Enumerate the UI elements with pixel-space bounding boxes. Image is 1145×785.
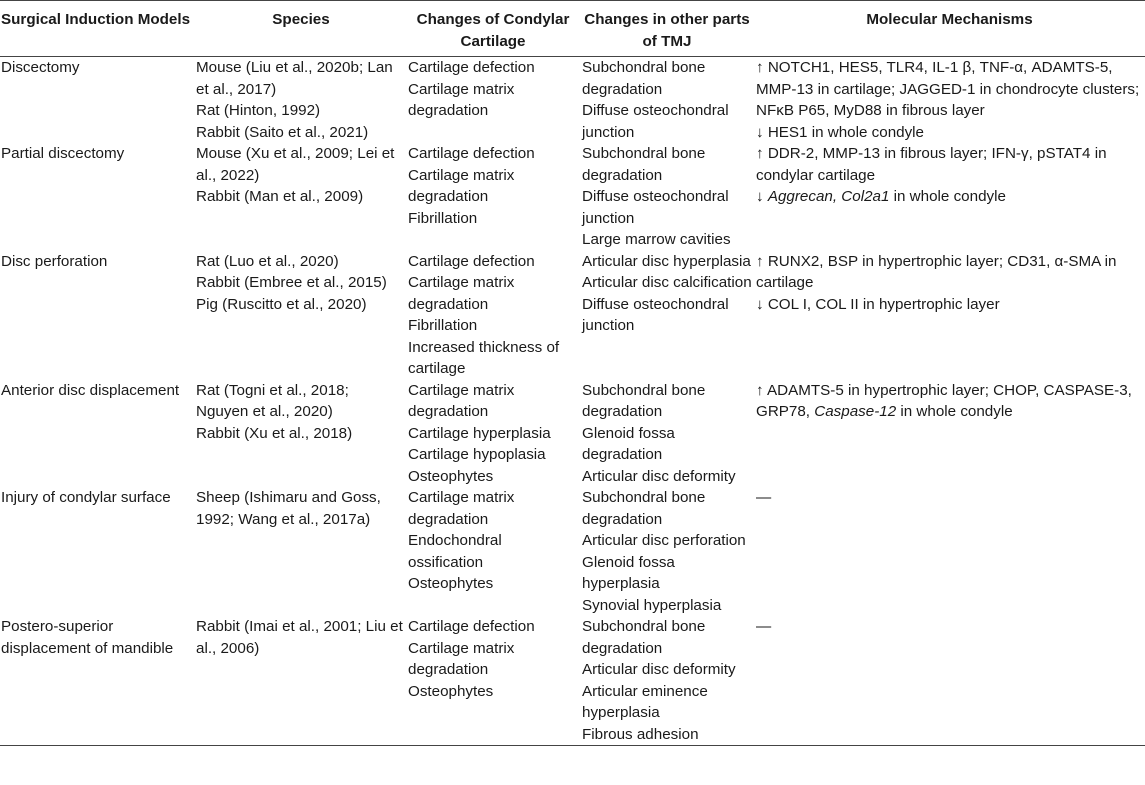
- cartilage-change: Cartilage defection: [408, 252, 535, 270]
- species-entry: Rabbit (Man et al., 2009): [196, 188, 364, 205]
- other-change: Subchondral bone degradation: [582, 381, 706, 420]
- cell-model: Injury of condylar surface: [1, 489, 171, 506]
- cell-species: [196, 143, 406, 251]
- table-row: [0, 616, 1145, 746]
- species-entry: Rabbit (Saito et al., 2021): [196, 123, 369, 141]
- other-change: Large marrow cavities: [582, 231, 731, 248]
- cell-cartilage: [406, 616, 580, 746]
- mechanism-entry: ↑ DDR-2, MMP-13 in fibrous layer; IFN-γ, pSTAT4 in condylar cartilage: [756, 145, 1107, 184]
- table-header: [0, 1, 1145, 57]
- table-row: [0, 380, 1145, 488]
- species-entry: Mouse (Liu et al., 2020b; Lan et al., 2017): [196, 59, 393, 98]
- table-row: [0, 487, 1145, 616]
- other-change: Articular disc deformity: [582, 467, 736, 485]
- cartilage-change: Cartilage defection: [408, 145, 535, 162]
- species-entry: Pig (Ruscitto et al., 2020): [196, 295, 367, 313]
- cell-other-changes: [580, 616, 754, 746]
- cartilage-change: Fibrillation: [408, 317, 478, 334]
- cartilage-change: Cartilage matrix degradation: [408, 166, 515, 205]
- other-change: Fibrous adhesion: [582, 725, 699, 743]
- species-entry: Rabbit (Xu et al., 2018): [196, 424, 353, 442]
- cartilage-change: Cartilage matrix degradation: [408, 381, 515, 420]
- cell-model: Postero-superior displacement of mandible: [1, 618, 174, 657]
- cartilage-change: Increased thickness of cartilage: [408, 338, 560, 377]
- mechanism-entry: —: [756, 489, 772, 506]
- cartilage-change: Cartilage hypoplasia: [408, 446, 546, 463]
- species-entry: Rat (Hinton, 1992): [196, 102, 321, 119]
- cell-other-changes: [580, 57, 754, 144]
- other-change: Articular disc deformity: [582, 661, 736, 678]
- cartilage-change: Cartilage defection: [408, 59, 535, 76]
- other-change: Subchondral bone degradation: [582, 489, 706, 528]
- other-change: Glenoid fossa hyperplasia: [582, 553, 675, 592]
- cell-mechanisms: [754, 487, 1145, 616]
- cartilage-change: Osteophytes: [408, 467, 494, 485]
- cartilage-change: Cartilage matrix degradation: [408, 80, 515, 119]
- other-change: Articular disc calcification: [582, 274, 752, 291]
- cell-cartilage: [406, 251, 580, 380]
- header-models: Surgical Induction Models: [1, 11, 191, 28]
- cartilage-change: Cartilage matrix degradation: [408, 489, 515, 528]
- cell-model: Disc perforation: [1, 252, 108, 270]
- header-cartilage: Changes of Condylar Cartilage: [416, 11, 570, 50]
- header-row: [0, 1, 1145, 57]
- cartilage-change: Cartilage matrix degradation: [408, 639, 515, 678]
- table-row: [0, 251, 1145, 380]
- other-change: Articular disc hyperplasia: [582, 252, 751, 270]
- cell-other-changes: [580, 380, 754, 488]
- mechanism-entry: —: [756, 618, 772, 635]
- cartilage-change: Endochondral ossification: [408, 532, 502, 571]
- other-change: Articular eminence hyperplasia: [582, 682, 708, 721]
- header-species: Species: [272, 11, 330, 28]
- cartilage-change: Cartilage matrix degradation: [408, 274, 515, 313]
- cell-species: [196, 487, 406, 616]
- mechanism-entry: ↑ NOTCH1, HES5, TLR4, IL-1 β, TNF-α, ADAMTS-5, MMP-13 in cartilage; JAGGED-1 in chondrocyte clusters; NFκB P65, MyD88 in fibrous layer: [756, 59, 1140, 119]
- other-change: Diffuse osteochondral junction: [582, 188, 729, 227]
- cell-model: Partial discectomy: [1, 145, 125, 162]
- other-change: Diffuse osteochondral junction: [582, 295, 729, 334]
- other-change: Synovial hyperplasia: [582, 596, 722, 614]
- other-change: Subchondral bone degradation: [582, 145, 706, 184]
- cell-model: Discectomy: [1, 59, 80, 76]
- cartilage-change: Fibrillation: [408, 209, 478, 227]
- cartilage-change: Cartilage hyperplasia: [408, 424, 551, 442]
- mechanism-entry: ↓ HES1 in whole condyle: [756, 123, 924, 141]
- cell-other-changes: [580, 487, 754, 616]
- species-entry: Sheep (Ishimaru and Goss, 1992; Wang et al., 2017a): [196, 489, 381, 528]
- header-other: Changes in other parts of TMJ: [584, 11, 750, 50]
- cell-species: [196, 380, 406, 488]
- cell-mechanisms: [754, 380, 1145, 488]
- cell-other-changes: [580, 251, 754, 380]
- other-change: Subchondral bone degradation: [582, 618, 706, 657]
- cell-cartilage: [406, 380, 580, 488]
- cell-species: [196, 616, 406, 746]
- other-change: Articular disc perforation: [582, 532, 746, 549]
- cell-other-changes: [580, 143, 754, 251]
- other-change: Diffuse osteochondral junction: [582, 102, 729, 141]
- cell-mechanisms: [754, 57, 1145, 144]
- species-entry: Rat (Luo et al., 2020): [196, 252, 339, 270]
- cartilage-change: Osteophytes: [408, 575, 494, 592]
- cell-cartilage: [406, 57, 580, 144]
- cell-mechanisms: [754, 143, 1145, 251]
- table-row: [0, 57, 1145, 144]
- cartilage-change: Cartilage defection: [408, 618, 535, 635]
- cartilage-change: Osteophytes: [408, 682, 494, 700]
- cell-mechanisms: [754, 616, 1145, 746]
- mechanism-entry: ↓ COL I, COL II in hypertrophic layer: [756, 295, 1000, 313]
- table-row: [0, 143, 1145, 251]
- header-mechanisms: Molecular Mechanisms: [866, 11, 1033, 28]
- mechanism-entry: ↓ Aggrecan, Col2a1 in whole condyle: [756, 188, 1006, 205]
- species-entry: Mouse (Xu et al., 2009; Lei et al., 2022): [196, 145, 395, 184]
- mechanism-entry: ↑ RUNX2, BSP in hypertrophic layer; CD31, α-SMA in cartilage: [756, 252, 1117, 291]
- species-entry: Rabbit (Embree et al., 2015): [196, 274, 387, 291]
- mechanism-entry: ↑ ADAMTS-5 in hypertrophic layer; CHOP, CASPASE-3, GRP78, Caspase-12 in whole condyle: [756, 381, 1132, 420]
- cell-species: [196, 251, 406, 380]
- cell-mechanisms: [754, 251, 1145, 380]
- other-change: Glenoid fossa degradation: [582, 424, 675, 463]
- cell-cartilage: [406, 487, 580, 616]
- table-body: [0, 57, 1145, 746]
- other-change: Subchondral bone degradation: [582, 59, 706, 98]
- species-entry: Rabbit (Imai et al., 2001; Liu et al., 2006): [196, 618, 403, 657]
- cell-cartilage: [406, 143, 580, 251]
- species-entry: Rat (Togni et al., 2018; Nguyen et al., 2020): [196, 381, 349, 420]
- cell-species: [196, 57, 406, 144]
- cell-model: Anterior disc displacement: [1, 381, 180, 399]
